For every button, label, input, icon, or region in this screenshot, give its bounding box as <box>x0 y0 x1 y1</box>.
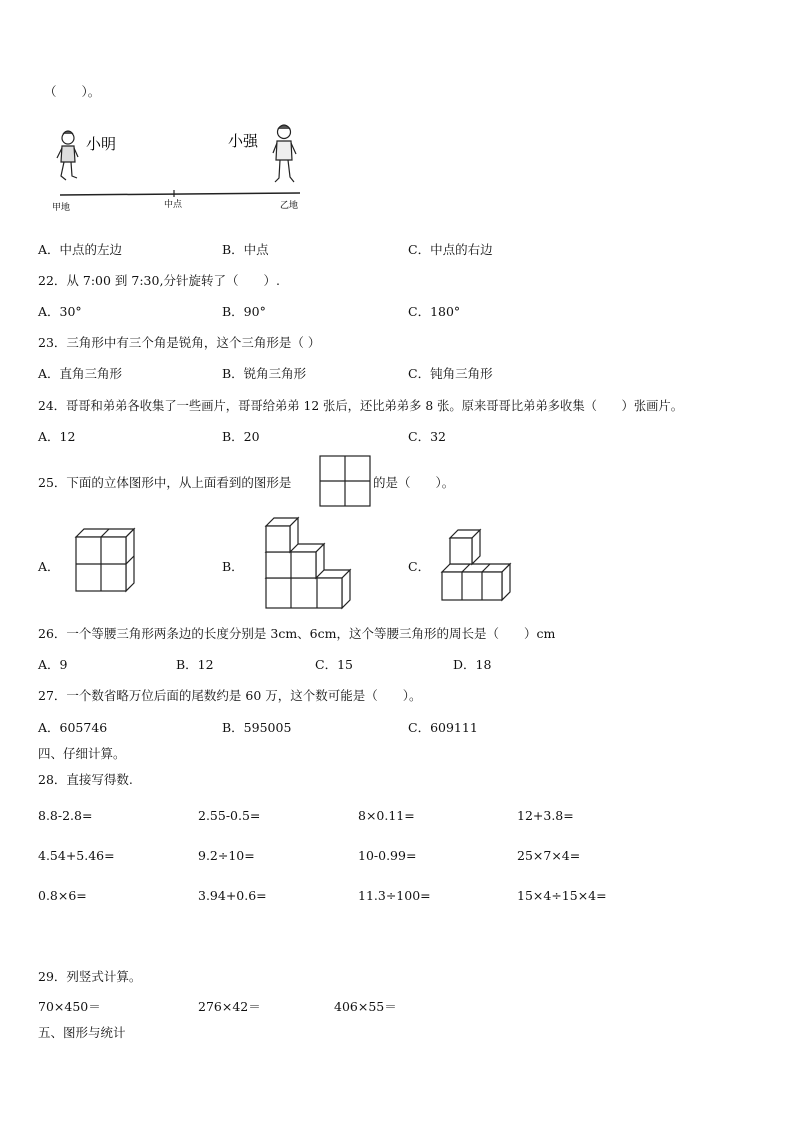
q24-option-a[interactable]: A．12 <box>38 429 76 444</box>
q25-option-b[interactable]: B． <box>222 559 244 574</box>
q25-text-after: 的是（ ）。 <box>373 475 455 490</box>
xiaoqiang-label: 小强 <box>228 132 259 150</box>
q25-option-c[interactable]: C． <box>408 559 431 574</box>
calc-item: 11.3÷100= <box>358 888 431 903</box>
section-5-heading: 五、图形与统计 <box>38 1025 126 1040</box>
q25-text-before: 25．下面的立体图形中，从上面看到的图形是 <box>38 475 292 490</box>
section-4-heading: 四、仔细计算。 <box>38 746 126 761</box>
road-line <box>60 193 300 195</box>
q23-text: 23．三角形中有三个角是锐角，这个三角形是（ ） <box>38 335 321 350</box>
calc-item: 0.8×6= <box>38 888 87 903</box>
q27-text: 27．一个数省略万位后面的尾数约是 60 万，这个数可能是（ ）。 <box>38 688 422 703</box>
q22-option-a[interactable]: A．30° <box>38 304 82 319</box>
xiaoqiang-figure <box>273 125 296 182</box>
q23-option-b[interactable]: B．锐角三角形 <box>222 366 307 381</box>
q27-option-c[interactable]: C．609111 <box>408 720 478 735</box>
q23-option-a[interactable]: A．直角三角形 <box>38 366 123 381</box>
place-a-label: 甲地 <box>52 203 71 213</box>
q25-option-a[interactable]: A． <box>38 559 60 574</box>
calc-item: 3.94+0.6= <box>198 888 267 903</box>
q26-option-d[interactable]: D．18 <box>453 657 492 672</box>
q23-option-c[interactable]: C．钝角三角形 <box>408 366 493 381</box>
q22-text: 22．从 7:00 到 7:30,分针旋转了（ ）. <box>38 273 280 288</box>
vertical-calc-item: 406×55＝ <box>334 999 397 1014</box>
calc-item: 12+3.8= <box>517 808 574 823</box>
calc-item: 9.2÷10= <box>198 848 255 863</box>
calc-item: 8.8-2.8= <box>38 808 93 823</box>
q24-option-b[interactable]: B．20 <box>222 429 260 444</box>
calc-item: 15×4÷15×4= <box>517 888 607 903</box>
q27-option-a[interactable]: A．605746 <box>38 720 108 735</box>
q21-figure <box>50 120 310 216</box>
vertical-calc-item: 70×450＝ <box>38 999 101 1014</box>
q26-option-c[interactable]: C．15 <box>315 657 353 672</box>
q21-option-c[interactable]: C．中点的右边 <box>408 242 493 257</box>
q26-text: 26．一个等腰三角形两条边的长度分别是 3cm、6cm，这个等腰三角形的周长是（ ）cm <box>38 626 556 641</box>
q24-option-c[interactable]: C．32 <box>408 429 446 444</box>
midpoint-label: 中点 <box>164 200 183 210</box>
q21-tail: （ ）。 <box>44 84 101 99</box>
q24-text: 24．哥哥和弟弟各收集了一些画片，哥哥给弟弟 12 张后，还比弟弟多 8 张。原来哥哥比弟弟多收集（ ）张画片。 <box>38 399 684 413</box>
calc-item: 2.55-0.5= <box>198 808 261 823</box>
q21-option-b[interactable]: B．中点 <box>222 242 269 257</box>
q26-option-b[interactable]: B．12 <box>176 657 214 672</box>
cube-stack-a[interactable] <box>72 527 138 595</box>
q26-option-a[interactable]: A．9 <box>38 657 68 672</box>
q27-option-b[interactable]: B．595005 <box>222 720 292 735</box>
q22-option-b[interactable]: B．90° <box>222 304 266 319</box>
q29-text: 29．列竖式计算。 <box>38 969 142 984</box>
q22-option-c[interactable]: C．180° <box>408 304 461 319</box>
xiaoming-label: 小明 <box>86 135 117 153</box>
top-view-grid-icon <box>319 455 371 507</box>
cube-stack-c[interactable] <box>440 526 512 602</box>
calc-item: 25×7×4= <box>517 848 581 863</box>
vertical-calc-item: 276×42＝ <box>198 999 261 1014</box>
calc-item: 10-0.99= <box>358 848 417 863</box>
xiaoming-figure <box>57 131 78 180</box>
calc-item: 8×0.11= <box>358 808 415 823</box>
q28-text: 28．直接写得数. <box>38 772 133 787</box>
calc-item: 4.54+5.46= <box>38 848 115 863</box>
q21-option-a[interactable]: A．中点的左边 <box>38 242 123 257</box>
place-b-label: 乙地 <box>280 201 299 211</box>
cube-stack-b[interactable] <box>262 516 354 610</box>
